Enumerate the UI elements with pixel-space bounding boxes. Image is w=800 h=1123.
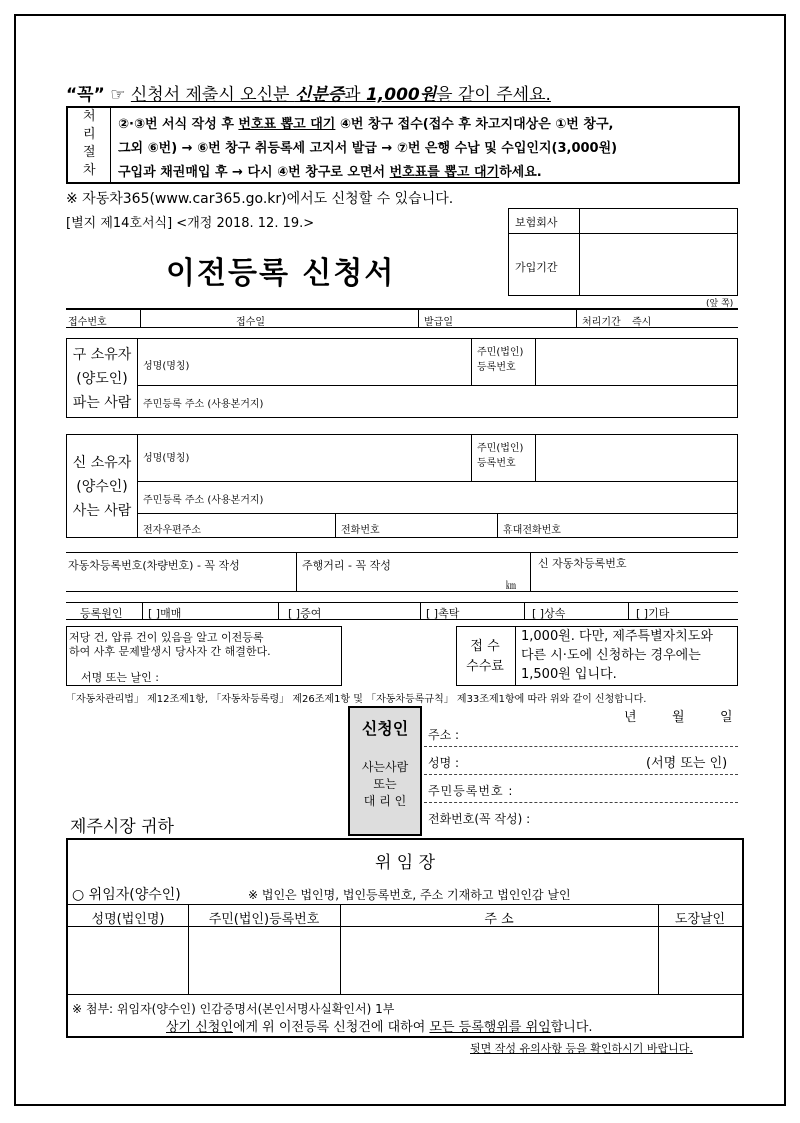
vehicle-mileage-unit: ㎞: [506, 581, 516, 592]
new-owner-label-line: (양수인): [76, 479, 128, 495]
new-owner-address-label: 주민등록 주소 (사용본거지): [143, 495, 264, 506]
delegation-title: 위 임 장: [374, 853, 436, 873]
date-year: 년: [624, 710, 637, 725]
fee-label-line: 수수료: [466, 659, 504, 674]
insurance-period-label: 가입기간: [515, 261, 558, 274]
applicant-id-label: 주민등록번호 :: [428, 784, 514, 798]
cause-option-other[interactable]: [ ]기타: [636, 607, 670, 620]
process-box: [66, 106, 740, 184]
applicant-address-label: 주소 :: [428, 728, 460, 742]
new-owner-id-label: 주민(법인): [477, 443, 524, 454]
process-line-3: [118, 161, 738, 185]
hand-pointer-icon: ☞: [110, 85, 126, 105]
page-title: 이전등록 신청서: [166, 256, 396, 291]
old-owner-name-label: 성명(명칭): [143, 361, 190, 372]
delegation-stmt-b: 에게 위 이전등록 신청건에 대하여: [232, 1020, 430, 1035]
fee-box: [456, 626, 738, 686]
process-line1-b: ④번 창구 접수(접수 후 차고지대상은 ①번 창구,: [335, 117, 614, 132]
old-owner-id-label: 주민(법인): [477, 347, 524, 358]
old-owner-label-line: (양도인): [76, 371, 128, 387]
applicant-phone-label: 전화번호(꼭 작성) :: [428, 812, 531, 826]
delegation-stmt-d: 합니다.: [550, 1020, 593, 1035]
delegation-attachment: ※ 첨부: 위임자(양수인) 인감증명서(본인서명사실확인서) 1부: [72, 1002, 395, 1016]
vehicle-reg-no-label: 자동차등록번호(차량번호) - 꼭 작성: [68, 559, 240, 572]
form-id: [별지 제14호서식] <개정 2018. 12. 19.>: [66, 216, 315, 231]
process-line1-ul: 번호표 뽑고 대기: [238, 117, 336, 132]
new-owner-mobile-label: 휴대전화번호: [503, 525, 561, 536]
cause-label: 등록원인: [80, 607, 123, 620]
date-day: 일: [720, 710, 733, 725]
vehicle-row: [66, 552, 738, 592]
applicant-name-label: 성명 :: [428, 756, 460, 770]
process-label-char: 처: [83, 109, 96, 124]
delegation-statement: [166, 1016, 593, 1035]
process-line3-ul: 번호표를 뽑고 대기: [389, 165, 500, 180]
new-owner-label-line: 사는 사람: [72, 503, 132, 519]
notice-quote: “꼭”: [66, 85, 105, 105]
lien-box: [66, 626, 342, 686]
notice-suffix: 을 같이 주세요.: [436, 85, 551, 105]
fee-text-line: 1,000원. 다만, 제주특별자치도와: [521, 629, 713, 644]
new-owner-label: [67, 451, 137, 523]
notice-id-card: 신분증: [294, 85, 345, 105]
lien-sign-label: 서명 또는 날인 :: [81, 671, 159, 684]
delegation-stmt-a: 상기 신청인: [166, 1020, 233, 1035]
cause-option-commission[interactable]: [ ]촉탁: [426, 607, 460, 620]
old-owner-address-label: 주민등록 주소 (사용본거지): [143, 399, 264, 410]
old-owner-label-line: 파는 사람: [72, 395, 132, 411]
receipt-issue-label: 발급일: [424, 317, 453, 328]
cause-row: [66, 602, 738, 620]
notice-mid: 과: [344, 85, 366, 105]
front-mark: (앞 쪽): [706, 299, 734, 309]
process-label-char: 리: [83, 127, 96, 142]
delegation-note: ※ 법인은 법인명, 법인등록번호, 주소 기재하고 법인인감 날인: [248, 888, 571, 902]
fee-label-line: 접 수: [470, 639, 500, 654]
process-label-char: 차: [83, 163, 96, 178]
footer-note: 뒷면 작성 유의사항 등을 확인하시기 바랍니다.: [470, 1042, 693, 1055]
old-owner-label-line: 구 소유자: [72, 347, 132, 363]
new-owner-phone-label: 전화번호: [341, 525, 380, 536]
delegation-delegator-label: ○ 위임자(양수인): [72, 887, 181, 903]
delegation-stmt-c: 모든 등록행위를 위임: [429, 1020, 551, 1035]
new-owner-label-line: 신 소유자: [72, 455, 132, 471]
notice-line: [66, 80, 551, 105]
delegation-col-address: 주 소: [484, 912, 514, 927]
online-note: ※ 자동차365(www.car365.go.kr)에서도 신청할 수 있습니다.: [66, 191, 454, 207]
process-label-char: 절: [83, 145, 96, 160]
old-owner-id-label: 등록번호: [477, 362, 516, 373]
delegation-col-seal: 도장날인: [674, 912, 726, 927]
applicant-stamp-sub: 사는사람: [361, 760, 409, 774]
notice-fee: 1,000원: [365, 85, 437, 105]
cause-option-inheritance[interactable]: [ ]상속: [532, 607, 566, 620]
cause-option-gift[interactable]: [ ]증여: [288, 607, 322, 620]
process-line1-a: ②·③번 서식 작성 후: [118, 117, 239, 132]
new-owner-section: [66, 434, 738, 538]
process-line3-b: 하세요.: [499, 165, 542, 180]
addressee: 제주시장 귀하: [70, 817, 174, 837]
fee-text-line: 1,500원 입니다.: [521, 667, 617, 682]
receipt-period-label: 처리기간: [582, 317, 621, 328]
vehicle-mileage-label: 주행거리 - 꼭 작성: [302, 559, 391, 572]
applicant-stamp: [348, 706, 422, 836]
applicant-stamp-sub: 또는: [373, 777, 397, 791]
cause-option-sale[interactable]: [ ]매매: [148, 607, 182, 620]
applicant-stamp-title: 신청인: [361, 719, 409, 738]
insurance-company-label: 보험회사: [515, 216, 558, 229]
legal-text: 「자동차관리법」 제12조제1항, 「자동차등록령」 제26조제1항 및 「자동차등록규칙」 제33조제1항에 따라 위와 같이 신청합니다.: [66, 694, 647, 705]
notice-prefix: 신청서 제출시 오신분: [130, 85, 295, 105]
delegation-col-name: 성명(법인명): [91, 912, 165, 927]
date-month: 월: [672, 710, 685, 725]
process-line-2: [118, 137, 738, 161]
applicant-stamp-sub: 대 리 인: [363, 794, 407, 808]
lien-text-1: 저당 건, 압류 건이 있음을 알고 이전등록: [69, 631, 264, 644]
delegation-box: [66, 838, 744, 1038]
delegation-col-id: 주민(법인)등록번호: [208, 912, 320, 927]
process-label: [68, 108, 111, 182]
old-owner-label: [67, 343, 137, 415]
fee-text-line: 다른 시·도에 신청하는 경우에는: [521, 648, 701, 663]
receipt-period-value: 즉시: [632, 317, 652, 328]
insurance-box: [508, 208, 738, 296]
applicant-sign-label: (서명 또는 인): [646, 756, 728, 771]
new-owner-name-label: 성명(명칭): [143, 453, 190, 464]
process-line2: 그외 ⑥번) → ⑥번 창구 취등록세 고지서 발급 → ⑦번 은행 수납 및 수입인지(3,000원): [118, 141, 618, 156]
lien-text-2: 하여 사후 문제발생시 당사자 간 해결한다.: [69, 645, 271, 658]
new-owner-id-label: 등록번호: [477, 458, 516, 469]
vehicle-new-reg-label: 신 자동차등록번호: [538, 557, 627, 570]
old-owner-section: [66, 338, 738, 418]
new-owner-email-label: 전자우편주소: [143, 525, 201, 536]
receipt-date-label: 접수일: [236, 317, 265, 328]
process-line-1: [118, 113, 738, 137]
receipt-row: [66, 308, 738, 328]
receipt-number-label: 접수번호: [68, 317, 107, 328]
process-line3-a: 구입과 채권매입 후 → 다시 ④번 창구로 오면서: [118, 165, 390, 180]
